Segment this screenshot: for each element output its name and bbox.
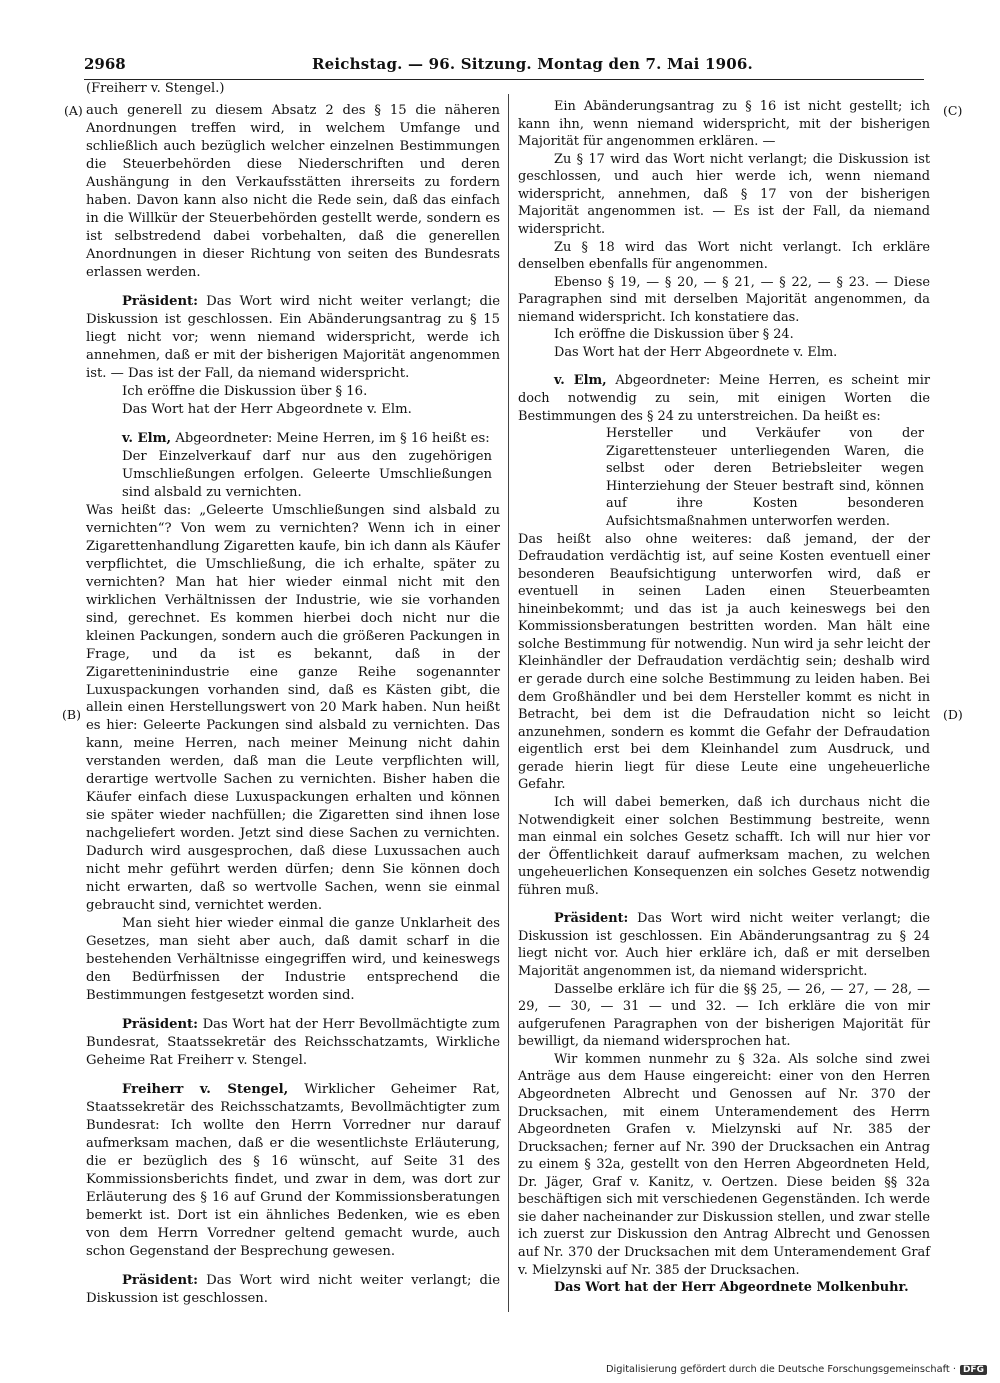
speaker-note: (Freiherr v. Stengel.) (86, 81, 225, 96)
speech-text: Abgeordneter: Meine Herren, im § 16 heißt es: (171, 430, 490, 446)
paragraph: auch generell zu diesem Absatz 2 des § 15 die näheren Anordnungen treffen wird, in welchem Umfange und schließlich auch bezüglich welcher einzelnen Bestimmungen die Steuerbehörden diese Niederschriften und deren Aushängung in den Verkaufsstätten ihrerseits zu fordern haben. Davon kann also nicht die Rede sein, daß das einfach in die Willkür der Steuerbehörden gestellt werde, sondern es ist selbstredend dabei vorbehalten, daß die generellen Anordnungen in dieser Richtung von seiten des Bundesrats erlassen werden. (86, 102, 500, 280)
page-header (84, 55, 924, 77)
paragraph (518, 910, 930, 980)
paragraph: Ebenso § 19, — § 20, — § 21, — § 22, — § 23. — Diese Paragraphen sind mit derselben Majorität angenommen, da niemand widerspricht. Ich konstatiere das. (518, 274, 930, 325)
paragraph: Das Wort hat der Herr Abgeordnete Molkenbuhr. (554, 1280, 909, 1296)
paragraph: Zu § 18 wird das Wort nicht verlangt. Ich erkläre denselben ebenfalls für angenommen. (518, 239, 930, 273)
paragraph (86, 430, 500, 448)
paragraph: Das Wort hat der Herr Abgeordnete v. Elm. (122, 401, 412, 417)
margin-marker-d: (D) (943, 707, 963, 722)
speech-text: Das Wort wird nicht weiter verlangt; die Diskussion ist geschlossen. Ein Abänderungsantrag zu § 24 liegt nicht vor. Auch hier erkläre ich, daß er mit derselben Majorität angenommen ist, da niemand widerspricht. (518, 911, 930, 979)
speech-text: Das Wort wird nicht weiter verlangt; die Diskussion ist geschlossen. (86, 1273, 500, 1306)
margin-marker-b: (B) (62, 707, 81, 722)
digitization-credit (606, 1364, 987, 1375)
page-number: 2968 (84, 55, 126, 73)
speaker-name: Präsident: (122, 1017, 199, 1033)
paragraph: Ich eröffne die Diskussion über § 24. (554, 327, 794, 343)
paragraph: Ich eröffne die Diskussion über § 16. (122, 383, 368, 399)
left-column (86, 80, 500, 1308)
speaker-name: v. Elm, (554, 373, 607, 389)
speaker-name: Präsident: (122, 1273, 199, 1289)
speech-text: Wirklicher Geheimer Rat, Staatssekretär des Reichsschatzamts, Bevollmächtigter zum Bundesrat: Ich wollte den Herrn Vorredner nur darauf aufmerksam machen, daß er die wesentlichste Erläuterung, die er bezüglich des § 16 wünscht, auf Seite 31 des Kommissionsberichts findet, und zwar in dem, was dort zur Erläuterung des § 16 auf Grund der Kommissionsberatungen bemerkt ist. Dort ist ein ähnliches Bedenken, wie es eben von dem Herrn Vorredner geltend gemacht wurde, auch schon Gegenstand der Besprechung gewesen. (86, 1082, 500, 1260)
paragraph: Wir kommen nunmehr zu § 32a. Als solche sind zwei Anträge aus dem Hause eingereicht: einer von den Herren Abgeordneten Albrecht und Genossen auf Nr. 370 der Drucksachen, mit einem Unteramendement des Herrn Abgeordneten Grafen v. Mielzynski auf Nr. 385 der Drucksachen; ferner auf Nr. 390 der Drucksachen ein Antrag zu einem § 32a, gestellt von den Herren Abgeordneten Held, Dr. Jäger, Graf v. Kanitz, v. Oertzen. Diese beiden §§ 32a beschäftigen sich mit verschiedenen Gegenständen. Ich werde sie daher nacheinander zur Diskussion stellen, und zwar stelle ich zuerst zur Diskussion den Antrag Albrecht und Genossen auf Nr. 370 der Drucksachen mit dem Unteramendement Graf v. Mielzynski auf Nr. 385 der Drucksachen. (518, 1051, 930, 1278)
paragraph (86, 1016, 500, 1070)
speaker-name: Präsident: (554, 911, 629, 927)
paragraph: Was heißt das: „Geleerte Umschließungen sind alsbald zu vernichten“? Von wem zu vernichten? Wenn ich in einer Zigarettenhandlung Zigaretten kaufe, bin ich dann als Käufer verpflichtet, die Umschließung, die ich erhalte, später zu vernichten? Man hat hier wieder einmal nicht mit den wirklichen Verhältnissen der Industrie, wie sie vorhanden sind, gerechnet. Es kommen hierbei doch nicht nur die kleinen Packungen, sondern auch die größeren Packungen in Frage, und da ist es bekannt, daß in der Zigaretteninindustrie eine ganze Reihe sogenannter Luxuspackungen vorhanden sind, daß es Kästen gibt, die allein einen Herstellungswert von 20 Mark haben. Nun heißt es hier: Geleerte Packungen sind alsbald zu vernichten. Das kann, meine Herren, nach meiner Meinung nicht dahin verstanden werden, daß man die Leute verpflichten will, derartige wertvolle Sachen zu vernichten. Bisher haben die Käufer einfach diese Luxuspackungen erhalten und können sie später wieder nachfüllen; die Zigaretten sind ihnen lose nachgeliefert worden. Jetzt sind diese Sachen zu vernichten. Dadurch wird ausgesprochen, daß diese Luxussachen auch nicht mehr geführt werden dürfen; denn Sie können doch nicht erwarten, daß so wertvolle Sachen, wenn sie einmal gebraucht sind, vernichtet werden. (86, 502, 500, 914)
paragraph: Das Wort hat der Herr Abgeordnete v. Elm. (554, 344, 838, 360)
paragraph: Man sieht hier wieder einmal die ganze Unklarheit des Gesetzes, man sieht aber auch, daß damit scharf in die bestehenden Verhältnisse eingegriffen wird, und keineswegs den Bedürfnissen der Industrie entsprechend die Bestimmungen festgesetzt worden sind. (86, 916, 500, 1004)
speech-text: Das Wort hat der Herr Bevollmächtigte zum Bundesrat, Staatssekretär des Reichsschatzamts, Wirkliche Geheime Rat Freiherr v. Stengel. (86, 1017, 500, 1069)
paragraph: Ich will dabei bemerken, daß ich durchaus nicht die Notwendigkeit einer solchen Bestimmung bestreite, wenn man einmal ein solches Gesetz schafft. Ich will nur hier vor der Öffentlichkeit darauf aufmerksam machen, zu welchen ungeheuerlichen Konsequenzen ein solches Gesetz notwendig führen muß. (518, 794, 930, 898)
speaker-name: Präsident: (122, 293, 199, 309)
paragraph: Ein Abänderungsantrag zu § 16 ist nicht gestellt; ich kann ihn, wenn niemand widerspricht, mit der bisherigen Majorität für angenommen erklären. — (518, 99, 930, 150)
speaker-name: v. Elm, (122, 430, 172, 446)
speech-text: Abgeordneter: Meine Herren, es scheint mir doch notwendig zu sein, mit einigen Worten die Bestimmungen des § 24 zu unterstreichen. Da heißt es: (518, 373, 930, 424)
quotation: Hersteller und Verkäufer von der Zigarettensteuer unterliegenden Waren, die selbst oder deren Betriebsleiter wegen Hinterziehung der Steuer bestraft sind, können auf ihre Kosten besonderen Aufsichtsmaßnahmen unterworfen werden. (606, 426, 924, 529)
paragraph (86, 1081, 500, 1261)
paragraph: Dasselbe erkläre ich für die §§ 25, — 26, — 27, — 28, — 29, — 30, — 31 — und 32. — Ich erkläre die von mir aufgerufenen Paragraphen von der bisherigen Majorität für bewilligt, da niemand widersprochen hat. (518, 981, 930, 1050)
running-title: Reichstag. — 96. Sitzung. Montag den 7. Mai 1906. (312, 55, 753, 73)
paragraph (86, 293, 500, 383)
paragraph: Das heißt also ohne weiteres: daß jemand, der der Defraudation verdächtig ist, auf seine Kosten eventuell einer besonderen Beaufsichtigung unterworfen wird, daß er eventuell in seinen Laden einen Steuerbeamten hineinbekommt; und das ist ja auch keineswegs bei den Kommissionsberatungen bestritten worden. Man hält eine solche Bestimmung für notwendig. Nun wird ja sehr leicht der Kleinhändler der Defraudation verdächtig sein; deshalb wird er gerade durch eine solche Bestimmung zu leiden haben. Bei dem Großhändler und bei dem Hersteller kommt es nicht in Betracht, bei dem ist die Defraudation nicht so leicht anzunehmen, sondern es kommt die Gefahr der Defraudation eigentlich erst bei dem Kleinhandel zum Ausdruck, und gerade hierin liegt für diese Leute eine ungeheuerliche Gefahr. (518, 531, 930, 793)
right-column (518, 98, 930, 1297)
credit-text: Digitalisierung gefördert durch die Deutsche Forschungsgemeinschaft · (606, 1364, 956, 1375)
paragraph (518, 372, 930, 425)
margin-marker-a: (A) (64, 103, 83, 118)
speaker-name: Freiherr v. Stengel, (122, 1082, 289, 1098)
paragraph: Zu § 17 wird das Wort nicht verlangt; die Diskussion ist geschlossen, und auch hier werde ich, wenn niemand widerspricht, annehmen, daß § 17 von der bisherigen Majorität angenommen ist. — Es ist der Fall, da niemand widerspricht. (518, 151, 930, 237)
column-divider (508, 94, 509, 1312)
margin-marker-c: (C) (943, 103, 963, 118)
speech-text: Das Wort wird nicht weiter verlangt; die Diskussion ist geschlossen. Ein Abänderungsantrag zu § 15 liegt nicht vor; wenn niemand widerspricht, werde ich annehmen, daß er mit der bisherigen Majorität angenommen ist. — Das ist der Fall, da niemand widerspricht. (86, 293, 500, 381)
quotation: Der Einzelverkauf darf nur aus den zugehörigen Umschließungen erfolgen. Geleerte Umschließungen sind alsbald zu vernichten. (122, 448, 492, 500)
paragraph (86, 1272, 500, 1308)
dfg-logo: DFG (960, 1365, 987, 1375)
